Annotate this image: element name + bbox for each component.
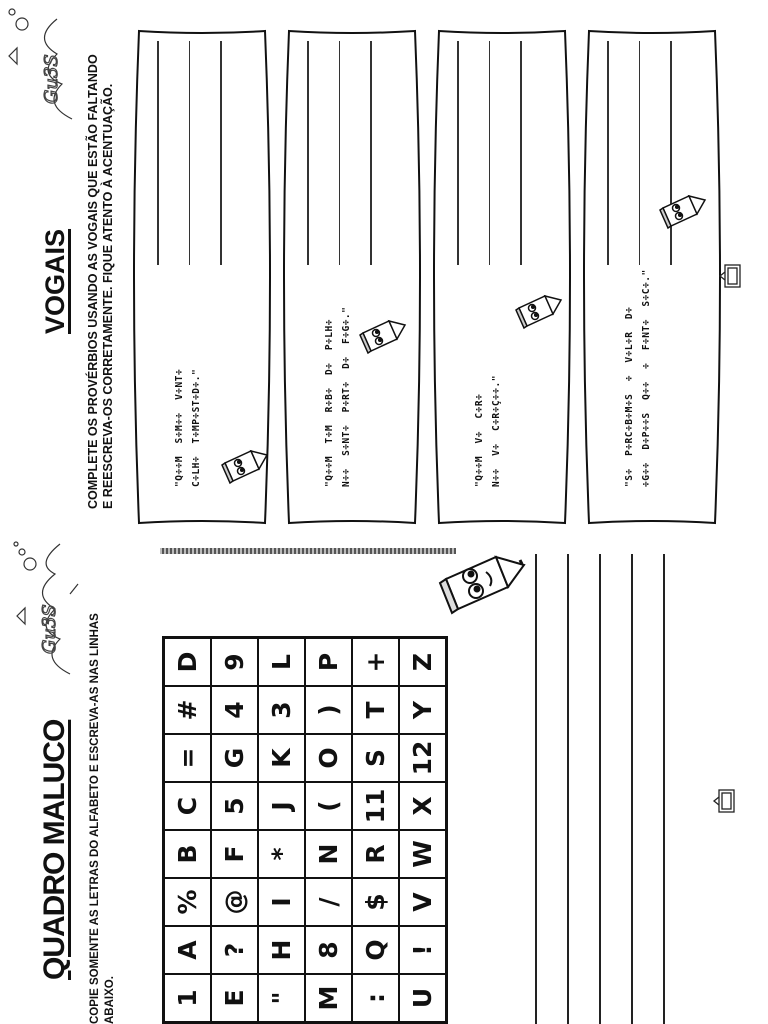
writing-line[interactable] bbox=[189, 41, 191, 265]
writing-lines bbox=[307, 41, 402, 265]
grid-row bbox=[305, 638, 352, 1023]
title-doodle-decoration bbox=[2, 0, 82, 124]
pencil-character-icon bbox=[515, 288, 565, 332]
proverb-line-2: N÷÷ S÷NT÷ P÷RT÷ D÷ F÷G÷." bbox=[341, 306, 352, 487]
writing-line[interactable] bbox=[639, 41, 641, 265]
grid-cell: J bbox=[258, 782, 305, 830]
grid-cell: : bbox=[352, 974, 399, 1023]
grid-cell: B bbox=[164, 830, 212, 878]
letters-grid bbox=[162, 636, 448, 1024]
grid-cell: I bbox=[258, 878, 305, 926]
writing-lines bbox=[457, 41, 552, 265]
proverb-line-2: N÷÷ V÷ C÷R÷Ç÷÷." bbox=[491, 375, 502, 487]
grid-cell: P bbox=[305, 638, 352, 687]
grid-cell: 11 bbox=[352, 782, 399, 830]
answer-line[interactable] bbox=[663, 554, 665, 1024]
grid-cell: ? bbox=[211, 926, 258, 974]
grid-cell: = bbox=[164, 734, 212, 782]
grid-cell: L bbox=[258, 638, 305, 687]
grid-cell: O bbox=[305, 734, 352, 782]
grid-cell: S bbox=[352, 734, 399, 782]
answer-line[interactable] bbox=[535, 554, 537, 1024]
grid-cell: % bbox=[164, 878, 212, 926]
grid-cell: Q bbox=[352, 926, 399, 974]
proverb-text bbox=[321, 307, 355, 487]
grid-cell: ( bbox=[305, 782, 352, 830]
proverb-card bbox=[283, 27, 421, 527]
pencil-character-icon bbox=[221, 443, 271, 487]
proverb-line-1: "Q÷÷M S÷M÷÷ V÷NT÷ bbox=[174, 368, 185, 487]
proverb-line-1: "S÷ P÷RC÷B÷M÷S ÷ V÷L÷R D÷ bbox=[624, 306, 635, 487]
grid-cell: Z bbox=[399, 638, 447, 687]
quadro-maluco-title: QUADRO MALUCO bbox=[38, 719, 71, 980]
instruction-line-2: ABAIXO. bbox=[104, 976, 116, 1024]
grid-cell: X bbox=[399, 782, 447, 830]
answer-lines bbox=[535, 554, 695, 1024]
answer-line[interactable] bbox=[567, 554, 569, 1024]
tv-icon bbox=[712, 788, 736, 814]
grid-row bbox=[258, 638, 305, 1023]
proverb-text bbox=[621, 269, 655, 487]
grid-cell: $ bbox=[352, 878, 399, 926]
svg-text:Gu3S: Gu3S bbox=[39, 604, 60, 654]
grid-cell: 3 bbox=[258, 686, 305, 734]
proverb-text bbox=[171, 369, 205, 487]
grid-cell: + bbox=[352, 638, 399, 687]
answer-line[interactable] bbox=[599, 554, 601, 1024]
instruction-line-2: E REESCREVA-OS CORRETAMENTE. FIQUE ATENTO À ACENTUAÇÃO. bbox=[101, 83, 115, 509]
grid-cell: W bbox=[399, 830, 447, 878]
grid-row bbox=[164, 638, 212, 1023]
pencil-mascot-icon bbox=[438, 544, 530, 634]
grid-cell: G bbox=[211, 734, 258, 782]
proverb-card bbox=[433, 27, 571, 527]
writing-line[interactable] bbox=[520, 41, 522, 265]
grid-cell: 8 bbox=[305, 926, 352, 974]
writing-line[interactable] bbox=[339, 41, 341, 265]
grid-cell: T bbox=[352, 686, 399, 734]
vogais-instruction bbox=[86, 0, 116, 509]
proverb-line-1: "Q÷÷M T÷M R÷B÷ D÷ P÷LH÷ bbox=[324, 319, 335, 487]
grid-cell: # bbox=[164, 686, 212, 734]
quadro-maluco-instruction bbox=[88, 524, 118, 1024]
grid-cell: @ bbox=[211, 878, 258, 926]
writing-line[interactable] bbox=[457, 41, 459, 265]
svg-text:Gu3S: Gu3S bbox=[41, 54, 62, 104]
grid-cell: M bbox=[305, 974, 352, 1023]
proverb-card bbox=[583, 27, 721, 527]
writing-line[interactable] bbox=[607, 41, 609, 265]
grid-cell: H bbox=[258, 926, 305, 974]
answer-line[interactable] bbox=[631, 554, 633, 1024]
grid-cell: U bbox=[399, 974, 447, 1023]
proverb-card bbox=[133, 27, 271, 527]
grid-cell: D bbox=[164, 638, 212, 687]
grid-cell: * bbox=[258, 830, 305, 878]
instruction-line-1: COPIE SOMENTE AS LETRAS DO ALFABETO E ESCREVA-AS NAS LINHAS bbox=[89, 613, 101, 1024]
grid-cell: R bbox=[352, 830, 399, 878]
grid-cell: ! bbox=[399, 926, 447, 974]
writing-line[interactable] bbox=[220, 41, 222, 265]
grid-cell: 1 bbox=[164, 974, 212, 1023]
vogais-title: VOGAIS bbox=[40, 228, 70, 334]
grid-cell: ) bbox=[305, 686, 352, 734]
grid-cell: 9 bbox=[211, 638, 258, 687]
grid-cell: N bbox=[305, 830, 352, 878]
writing-line[interactable] bbox=[489, 41, 491, 265]
grid-shadow bbox=[160, 548, 456, 554]
writing-lines bbox=[157, 41, 252, 265]
grid-row bbox=[211, 638, 258, 1023]
grid-row bbox=[352, 638, 399, 1023]
grid-cell: 12 bbox=[399, 734, 447, 782]
writing-line[interactable] bbox=[370, 41, 372, 265]
title-doodle-decoration bbox=[10, 534, 85, 684]
proverb-line-1: "Q÷÷M V÷ C÷R÷ bbox=[474, 393, 485, 487]
grid-cell: C bbox=[164, 782, 212, 830]
grid-cell: 5 bbox=[211, 782, 258, 830]
writing-line[interactable] bbox=[157, 41, 159, 265]
proverb-text bbox=[471, 375, 505, 487]
pencil-character-icon bbox=[359, 313, 409, 357]
grid-cell: V bbox=[399, 878, 447, 926]
instruction-line-1: COMPLETE OS PROVÉRBIOS USANDO AS VOGAIS QUE ESTÃO FALTANDO bbox=[86, 54, 100, 509]
proverb-line-2: ÷G÷÷ D÷P÷÷S Q÷÷ ÷ F÷NT÷ S÷C÷." bbox=[641, 269, 652, 487]
pencil-character-icon bbox=[659, 188, 709, 232]
proverb-line-2: C÷LH÷ T÷MP÷ST÷D÷." bbox=[191, 368, 202, 487]
grid-row bbox=[399, 638, 447, 1023]
tv-icon bbox=[718, 263, 742, 289]
grid-cell: / bbox=[305, 878, 352, 926]
grid-cell: K bbox=[258, 734, 305, 782]
grid-cell: " bbox=[258, 974, 305, 1023]
grid-cell: F bbox=[211, 830, 258, 878]
grid-cell: Y bbox=[399, 686, 447, 734]
grid-cell: 4 bbox=[211, 686, 258, 734]
writing-line[interactable] bbox=[307, 41, 309, 265]
grid-cell: A bbox=[164, 926, 212, 974]
grid-cell: E bbox=[211, 974, 258, 1023]
